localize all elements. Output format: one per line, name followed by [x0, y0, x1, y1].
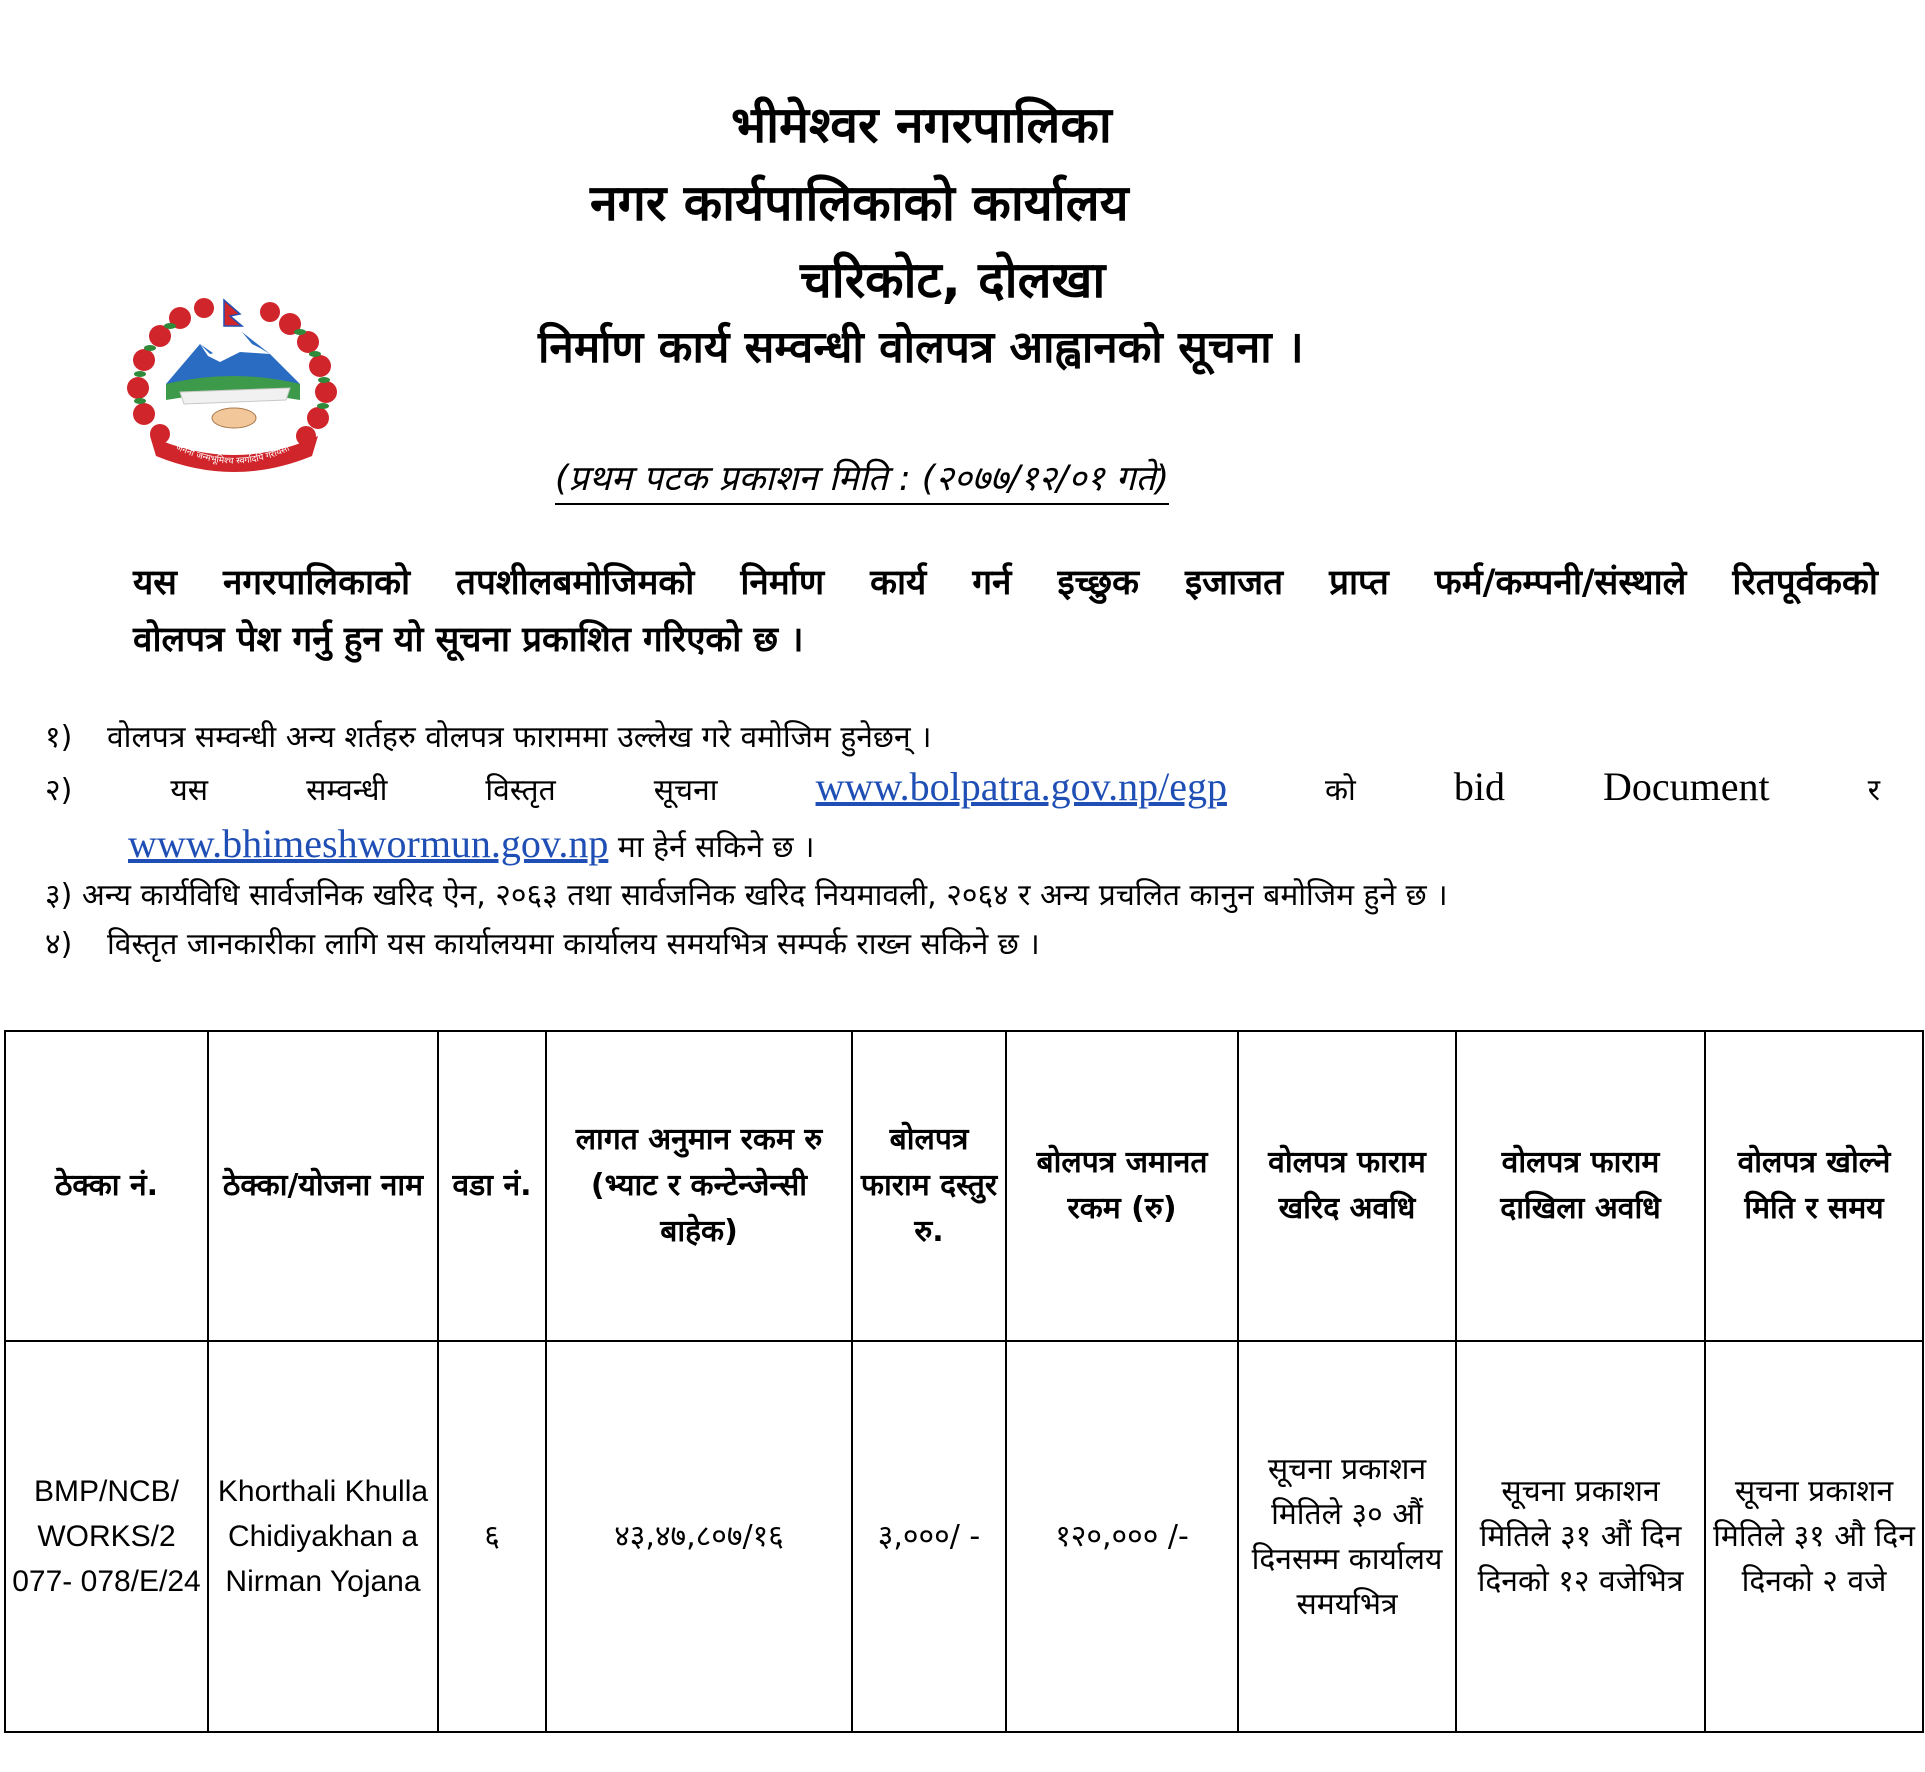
office-title: भीमेश्वर नगरपालिका	[731, 96, 1112, 154]
condition-3: ३) अन्य कार्यविधि सार्वजनिक खरिद ऐन, २०६३ तथा सार्वजनिक खरिद नियमावली, २०६४ र अन्य प्रचलित कानुन बमोजिम हुने छ ।	[45, 878, 1448, 913]
header-cost-estimate: लागत अनुमान रकम रु (भ्याट र कन्टेन्जेन्सी बाहेक)	[546, 1031, 852, 1341]
bolpatra-link[interactable]: www.bolpatra.gov.np/egp	[815, 764, 1227, 809]
header-bid-security: बोलपत्र जमानत रकम (रु)	[1006, 1031, 1238, 1341]
table-row	[5, 1341, 1923, 1732]
header-purchase-period: वोलपत्र फाराम खरिद अवधि	[1238, 1031, 1456, 1341]
header-contract-no: ठेक्का नं.	[5, 1031, 208, 1341]
office-subtitle: नगर कार्यपालिकाको कार्यालय	[590, 174, 1129, 232]
cell-form-fee: ३,०००/ -	[852, 1341, 1006, 1732]
emblem-motto: जननी जन्मभूमिश्च स्वर्गादपि गरीयसी	[174, 442, 292, 467]
cell-cost-estimate: ४३,४७,८०७/१६	[546, 1341, 852, 1732]
municipality-link[interactable]: www.bhimeshwormun.gov.np	[128, 821, 609, 866]
cell-contract-no: BMP/NCB/ WORKS/2 077- 078/E/24	[5, 1341, 208, 1732]
intro-line-1: यस नगरपालिकाको तपशीलबमोजिमको निर्माण कार्य गर्न इच्छुक इजाजत प्राप्त फर्म/कम्पनी/संस्थाले रितपूर्वकको	[133, 563, 1878, 603]
condition-2-continued: www.bhimeshwormun.gov.np मा हेर्न सकिने छ ।	[128, 821, 815, 866]
cell-ward: ६	[438, 1341, 546, 1732]
condition-4: ४) विस्तृत जानकारीका लागि यस कार्यालयमा कार्यालय समयभित्र सम्पर्क राख्न सकिने छ ।	[45, 927, 1040, 962]
office-location: चरिकोट, दोलखा	[800, 251, 1106, 309]
cell-submission-period: सूचना प्रकाशन मितिले ३१ औं दिन दिनको १२ वजेभित्र	[1456, 1341, 1705, 1732]
condition-1: १) वोलपत्र सम्वन्धी अन्य शर्तहरु वोलपत्र फाराममा उल्लेख गरे वमोजिम हुनेछन् ।	[45, 720, 932, 755]
cell-project-name: Khorthali Khulla Chidiyakhan a Nirman Yojana	[208, 1341, 438, 1732]
notice-title: निर्माण कार्य सम्वन्धी वोलपत्र आह्वानको सूचना ।	[538, 322, 1304, 373]
cell-purchase-period: सूचना प्रकाशन मितिले ३० औं दिनसम्म कार्यालय समयभित्र	[1238, 1341, 1456, 1732]
cell-opening: सूचना प्रकाशन मितिले ३१ औ दिन दिनको २ वजे	[1705, 1341, 1923, 1732]
nepal-emblem-icon	[120, 296, 348, 484]
header-form-fee: बोलपत्र फाराम दस्तुर रु.	[852, 1031, 1006, 1341]
condition-2: २) यस सम्वन्धी विस्तृत सूचना www.bolpatra.gov.np/egp को bid Document र	[45, 764, 1880, 809]
bid-table	[4, 1030, 1924, 1733]
table-header-row	[5, 1031, 1923, 1341]
intro-paragraph	[133, 555, 1878, 669]
cell-bid-security: १२०,००० /-	[1006, 1341, 1238, 1732]
intro-line-2: वोलपत्र पेश गर्नु हुन यो सूचना प्रकाशित गरिएको छ ।	[133, 620, 804, 660]
header-ward: वडा नं.	[438, 1031, 546, 1341]
header-project-name: ठेक्का/योजना नाम	[208, 1031, 438, 1341]
header-submission-period: वोलपत्र फाराम दाखिला अवधि	[1456, 1031, 1705, 1341]
publication-date: (प्रथम पटक प्रकाशन मिति : (२०७७/१२/०१ गते)	[555, 454, 1169, 501]
header-opening: वोलपत्र खोल्ने मिति र समय	[1705, 1031, 1923, 1341]
